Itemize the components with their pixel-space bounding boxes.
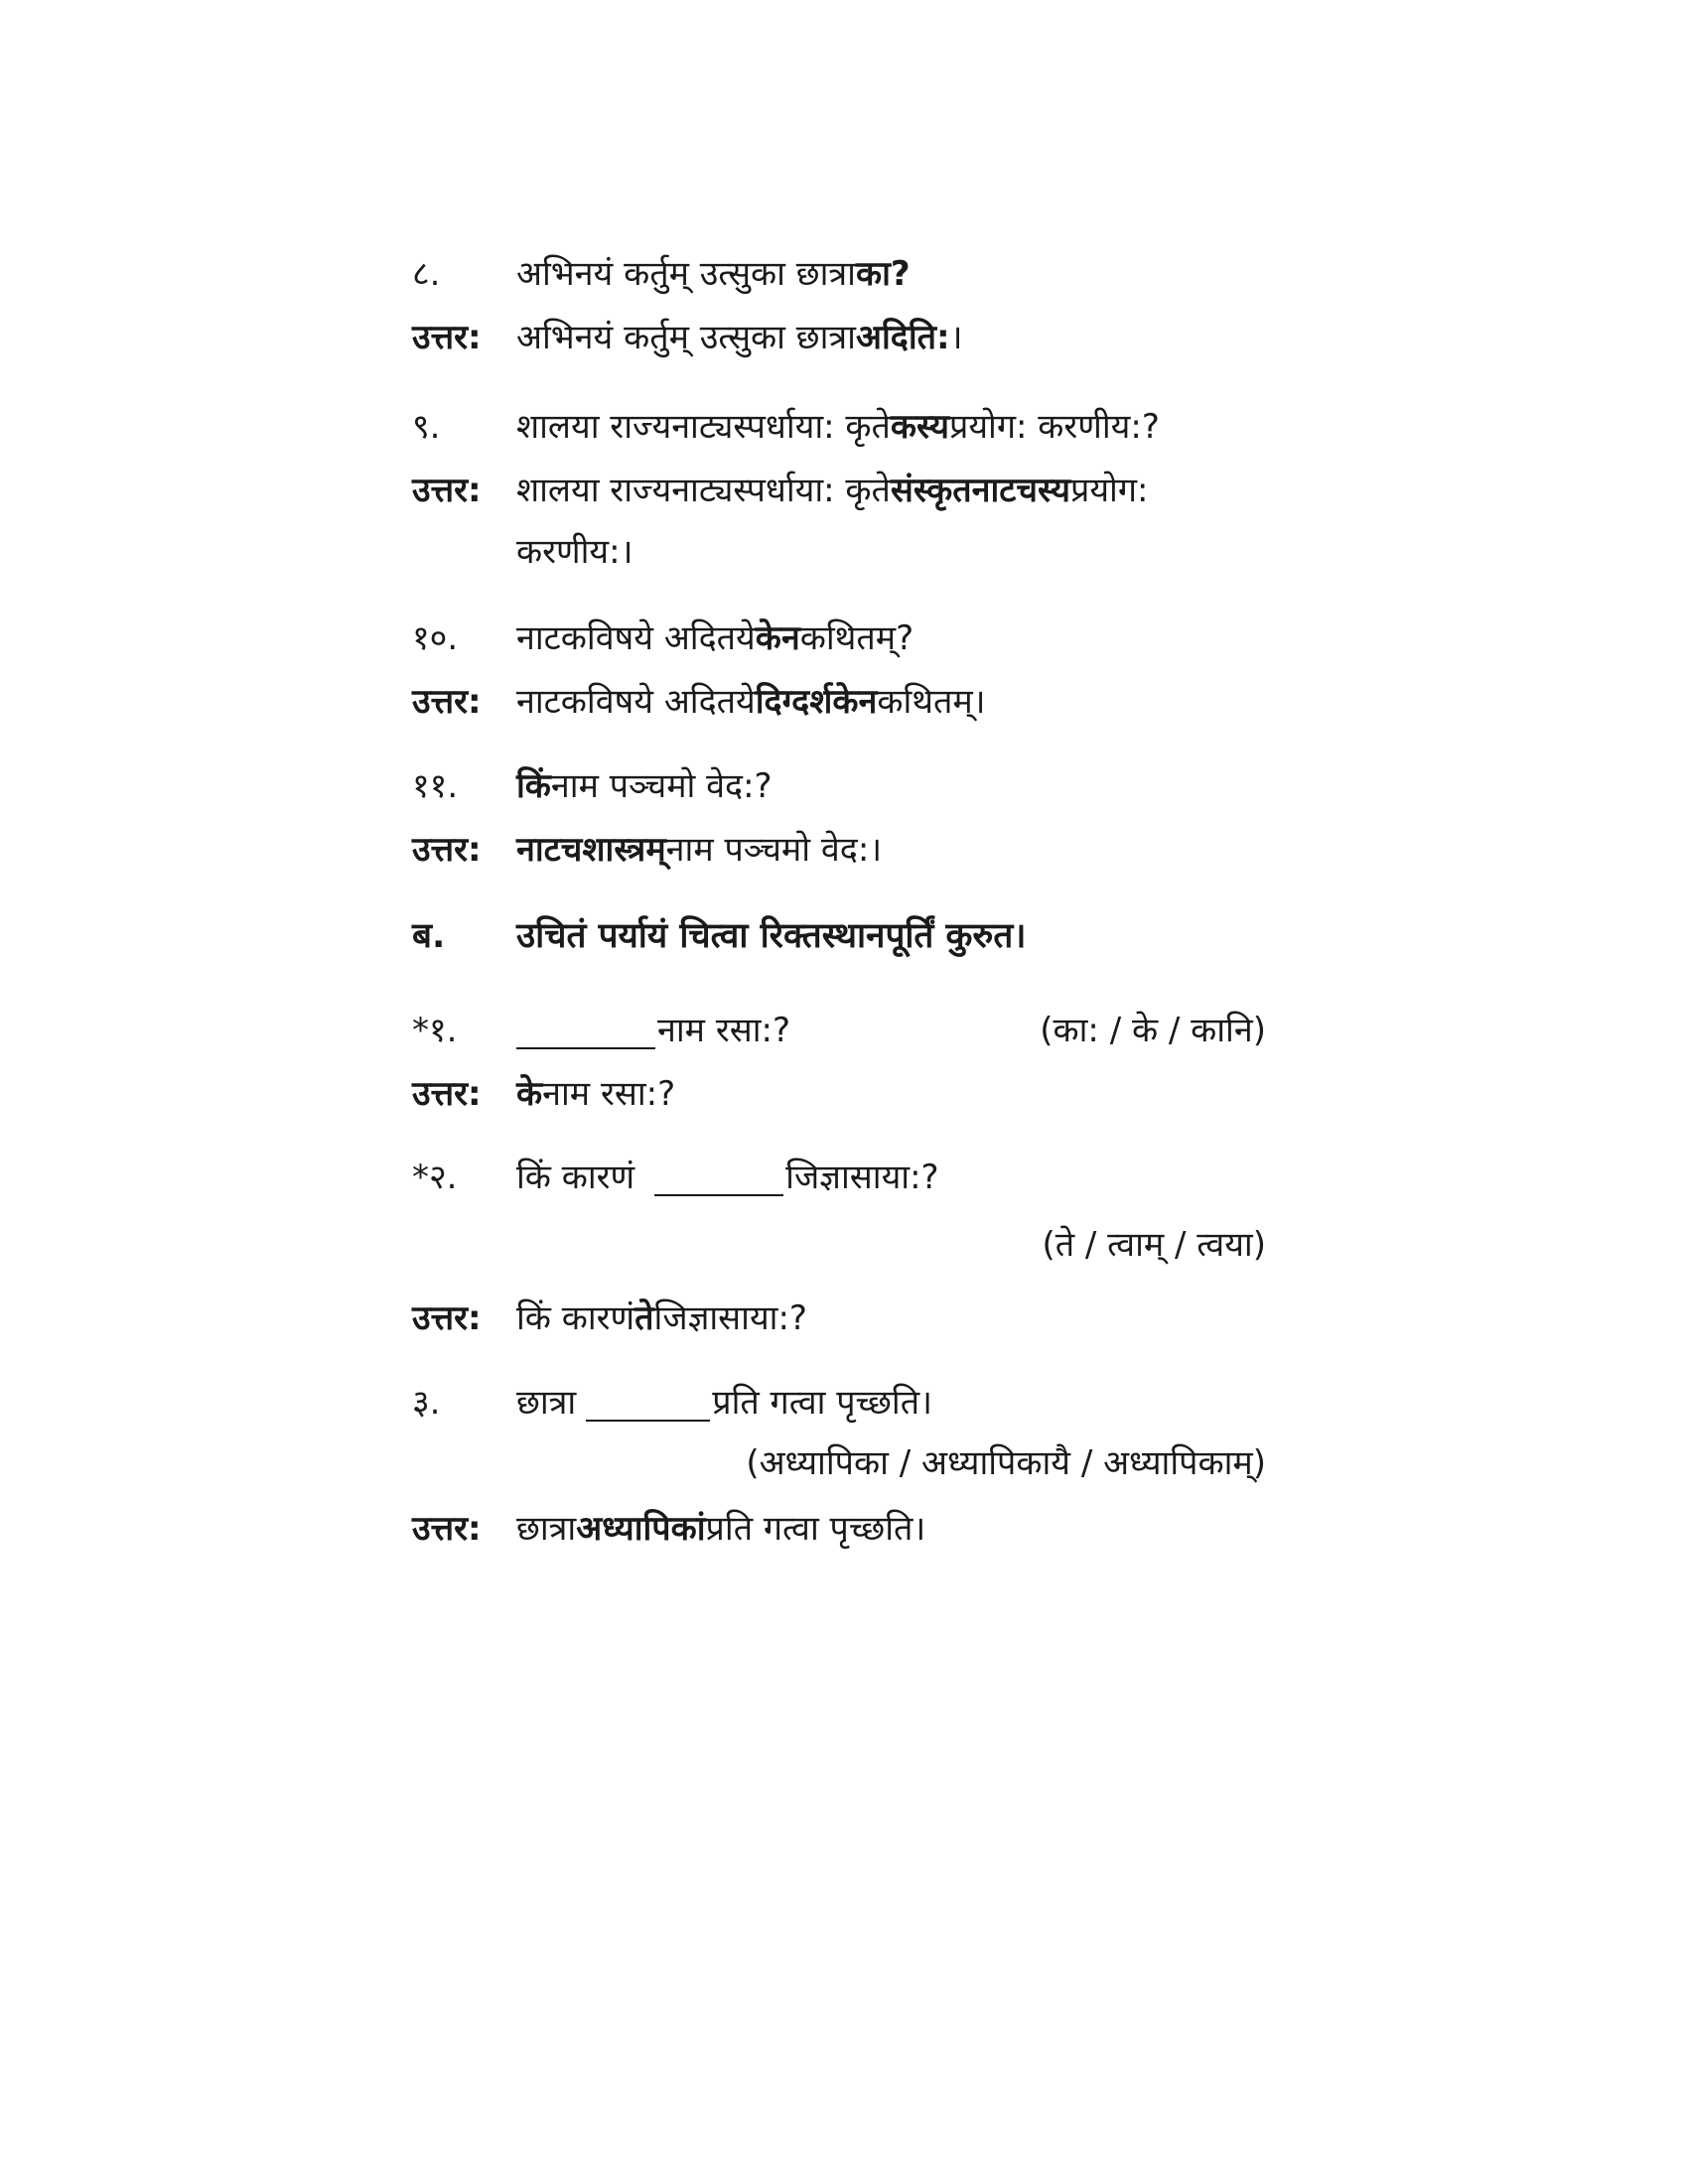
question-text-before: किं कारणं [516, 1158, 635, 1197]
answer-keyword: दिग्दर्शकेन [755, 682, 878, 722]
question-text-after: नाम रसा:? [657, 1011, 791, 1050]
answer-text: अभिनयं कर्तुम् उत्सुका छात्रा [516, 318, 856, 357]
question-text-end: प्रयोग: करणीय:? [948, 407, 1160, 447]
answer-options: (अध्यापिका / अध्यापिकायै / अध्यापिकाम्) [746, 1443, 1266, 1483]
answer-9 [412, 463, 1266, 518]
answer-keyword: नाटचशास्त्रम् [516, 830, 666, 870]
answer-keyword: संस्कृतनाटचस्य [890, 471, 1070, 510]
question-keyword: केन [755, 618, 800, 658]
answer-11 [412, 822, 1266, 878]
section-b-heading [412, 908, 1266, 964]
question-text: नाटकविषये अदितये [516, 618, 756, 658]
section-label: ब. [412, 916, 446, 956]
answer-text-end: प्रति गत्वा पृच्छति। [705, 1509, 926, 1549]
answer-9-continuation [412, 524, 1370, 580]
answer-options: (का: / के / कानि) [1040, 1011, 1266, 1050]
answer-label: उत्तर: [412, 1074, 482, 1114]
fill-answer-3 [412, 1501, 1266, 1557]
answer-text: छात्रा [516, 1509, 577, 1549]
answer-label: उत्तर: [412, 318, 482, 357]
question-keyword: कस्य [890, 407, 949, 447]
blank-line [516, 1012, 655, 1049]
answer-8 [412, 310, 1266, 365]
question-text-end: कथितम्? [799, 618, 914, 658]
section-title: उचितं पर्यायं चित्वा रिक्तस्थानपूर्तिं कुरुत। [516, 916, 1027, 956]
fill-answer-2 [412, 1291, 1266, 1346]
question-text-after: जिज्ञासाया:? [785, 1158, 939, 1197]
question-text-after: प्रति गत्वा पृच्छति। [712, 1383, 932, 1423]
answer-label: उत्तर: [412, 682, 482, 722]
question-text: नाम पञ्चमो वेद:? [550, 766, 773, 806]
answer-text-end: । [949, 318, 963, 357]
answer-keyword: के [516, 1074, 543, 1114]
blank-line [586, 1384, 710, 1422]
answer-text-end: प्रयोग: [1069, 471, 1149, 510]
question-number: *१. [412, 1011, 458, 1050]
question-number: ८. [412, 254, 441, 294]
fill-options-2 [412, 1217, 1266, 1273]
answer-label: उत्तर: [412, 830, 482, 870]
answer-keyword: ते [634, 1298, 654, 1338]
fill-question-1 [412, 1003, 1266, 1058]
answer-keyword: अदिति: [856, 318, 950, 357]
answer-label: उत्तर: [412, 1509, 482, 1549]
question-8 [412, 246, 1266, 302]
fill-options-3 [412, 1435, 1266, 1491]
question-text: अभिनयं कर्तुम् उत्सुका छात्रा [516, 254, 856, 294]
fill-question-3 [412, 1375, 1266, 1431]
question-number: ११. [412, 766, 459, 806]
question-number: *२. [412, 1158, 458, 1197]
question-text-before: छात्रा [516, 1383, 577, 1423]
answer-text: किं कारणं [516, 1298, 635, 1338]
answer-options: (ते / त्वाम् / त्वया) [1042, 1225, 1266, 1265]
question-keyword: का? [856, 254, 911, 294]
answer-keyword: अध्यापिकां [576, 1509, 706, 1549]
question-10 [412, 611, 1266, 666]
question-number: ३. [412, 1383, 441, 1423]
answer-text: नाम पञ्चमो वेद:। [665, 830, 883, 870]
answer-text-end: जिज्ञासाया:? [653, 1298, 807, 1338]
answer-text: नाटकविषये अदितये [516, 682, 756, 722]
question-9 [412, 399, 1266, 455]
answer-label: उत्तर: [412, 1298, 482, 1338]
question-number: ९. [412, 407, 441, 447]
blank-line [654, 1159, 783, 1196]
fill-answer-1 [412, 1066, 1266, 1122]
question-11 [412, 758, 1266, 814]
fill-question-2 [412, 1150, 1266, 1205]
question-keyword: किं [516, 766, 551, 806]
answer-text-continuation: करणीय:। [516, 532, 633, 572]
answer-label: उत्तर: [412, 471, 482, 510]
answer-text: शालया राज्यनाट्यस्पर्धाया: कृते [516, 471, 891, 510]
answer-text-end: नाम रसा:? [542, 1074, 676, 1114]
question-text: शालया राज्यनाट्यस्पर्धाया: कृते [516, 407, 891, 447]
question-number: १०. [412, 618, 459, 658]
answer-10 [412, 674, 1266, 730]
answer-text-end: कथितम्। [877, 682, 986, 722]
